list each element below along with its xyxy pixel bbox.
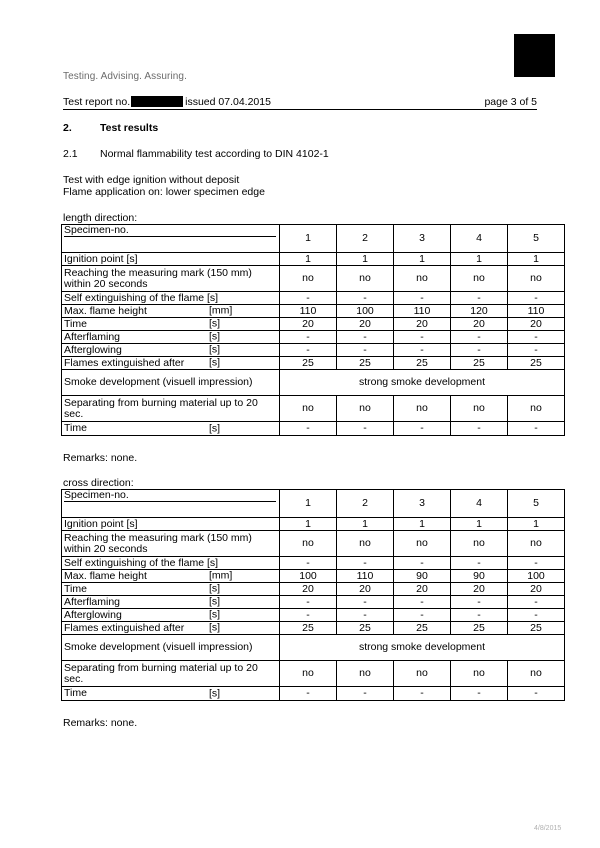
value-cell: 20 bbox=[394, 318, 451, 331]
issue-date: issued 07.04.2015 bbox=[185, 96, 271, 108]
row-unit: [s] bbox=[209, 422, 221, 434]
value-cell: - bbox=[280, 557, 337, 570]
value-cell: 25 bbox=[337, 622, 394, 635]
row-label: Max. flame height bbox=[64, 304, 147, 317]
row-label: Time bbox=[64, 687, 87, 699]
specimen-number: 5 bbox=[508, 490, 565, 518]
specimen-number: 1 bbox=[280, 490, 337, 518]
row-unit: [s] bbox=[209, 356, 221, 369]
specimen-number: 3 bbox=[394, 490, 451, 518]
table-row bbox=[62, 687, 565, 701]
value-cell: 25 bbox=[508, 357, 565, 370]
value-cell: no bbox=[451, 266, 508, 292]
value-cell: - bbox=[280, 292, 337, 305]
value-cell: 1 bbox=[394, 253, 451, 266]
row-label: Ignition point [s] bbox=[64, 517, 138, 530]
row-label-cell bbox=[62, 266, 280, 292]
value-cell: - bbox=[451, 344, 508, 357]
value-cell: 25 bbox=[394, 622, 451, 635]
value-cell: 20 bbox=[508, 583, 565, 596]
row-label-cell bbox=[62, 635, 280, 661]
row-label-cell bbox=[62, 318, 280, 331]
report-header bbox=[63, 96, 537, 110]
table-row bbox=[62, 622, 565, 635]
value-cell: 1 bbox=[280, 518, 337, 531]
value-cell: 20 bbox=[337, 583, 394, 596]
value-cell: - bbox=[394, 422, 451, 436]
value-cell: no bbox=[280, 266, 337, 292]
row-label: Flames extinguished after bbox=[64, 356, 185, 369]
table-row bbox=[62, 370, 565, 396]
value-cell: - bbox=[508, 609, 565, 622]
row-label: Max. flame height bbox=[64, 569, 147, 582]
value-cell: - bbox=[508, 687, 565, 701]
value-cell: no bbox=[508, 661, 565, 687]
redacted-report-number bbox=[131, 96, 183, 107]
value-cell: 20 bbox=[394, 583, 451, 596]
value-cell: no bbox=[394, 266, 451, 292]
value-cell: 20 bbox=[280, 583, 337, 596]
value-cell: 90 bbox=[394, 570, 451, 583]
row-label: Reaching the measuring mark (150 mm) within 20 seconds bbox=[64, 266, 252, 290]
table-row bbox=[62, 583, 565, 596]
specimen-no-label: Specimen-no. bbox=[64, 490, 276, 502]
value-cell: 90 bbox=[451, 570, 508, 583]
value-cell: no bbox=[451, 661, 508, 687]
table-row bbox=[62, 292, 565, 305]
value-cell: no bbox=[394, 661, 451, 687]
row-label-cell bbox=[62, 253, 280, 266]
value-cell: - bbox=[451, 422, 508, 436]
row-unit: [s] bbox=[209, 582, 221, 595]
row-label: Afterflaming bbox=[64, 330, 121, 343]
value-cell: - bbox=[280, 422, 337, 436]
value-cell: 1 bbox=[451, 253, 508, 266]
value-cell: 25 bbox=[280, 357, 337, 370]
page-number: page 3 of 5 bbox=[484, 96, 537, 108]
value-cell: - bbox=[508, 292, 565, 305]
value-cell: 100 bbox=[337, 305, 394, 318]
specimen-number: 1 bbox=[280, 225, 337, 253]
footer-date: 4/8/2015 bbox=[534, 825, 562, 832]
value-cell: 1 bbox=[508, 518, 565, 531]
row-label-cell bbox=[62, 305, 280, 318]
remarks: Remarks: none. bbox=[63, 717, 138, 729]
value-cell: 110 bbox=[337, 570, 394, 583]
row-label-cell bbox=[62, 344, 280, 357]
value-cell: no bbox=[280, 531, 337, 557]
value-cell: - bbox=[337, 609, 394, 622]
value-cell: 25 bbox=[280, 622, 337, 635]
table-row bbox=[62, 661, 565, 687]
value-cell: 20 bbox=[508, 318, 565, 331]
table-row bbox=[62, 344, 565, 357]
row-label-cell bbox=[62, 331, 280, 344]
specimen-number: 2 bbox=[337, 490, 394, 518]
value-cell: 1 bbox=[451, 518, 508, 531]
row-unit: [s] bbox=[209, 343, 221, 356]
row-unit: [s] bbox=[209, 317, 221, 330]
value-cell: 120 bbox=[451, 305, 508, 318]
value-cell: 110 bbox=[508, 305, 565, 318]
row-label: Time bbox=[64, 422, 87, 434]
row-label-cell bbox=[62, 557, 280, 570]
value-cell: - bbox=[394, 609, 451, 622]
value-cell: - bbox=[394, 292, 451, 305]
value-cell: - bbox=[451, 557, 508, 570]
intro-line-2: Flame application on: lower specimen edge bbox=[63, 186, 265, 198]
table-row bbox=[62, 609, 565, 622]
row-label: Self extinguishing of the flame [s] bbox=[64, 556, 219, 569]
row-label-cell bbox=[62, 583, 280, 596]
value-cell: - bbox=[394, 557, 451, 570]
value-cell: - bbox=[394, 331, 451, 344]
value-cell: 25 bbox=[394, 357, 451, 370]
merged-value-cell: strong smoke development bbox=[280, 635, 565, 661]
value-cell: no bbox=[337, 531, 394, 557]
value-cell: - bbox=[337, 331, 394, 344]
merged-value-cell: strong smoke development bbox=[280, 370, 565, 396]
section-heading bbox=[63, 122, 158, 134]
table-header-row bbox=[62, 490, 565, 518]
subsection-heading bbox=[63, 148, 329, 160]
intro-text bbox=[63, 174, 265, 198]
row-unit: [s] bbox=[209, 608, 221, 621]
value-cell: 1 bbox=[508, 253, 565, 266]
row-unit: [s] bbox=[209, 621, 221, 634]
value-cell: - bbox=[508, 344, 565, 357]
table-caption: length direction: bbox=[63, 212, 138, 224]
value-cell: 1 bbox=[337, 518, 394, 531]
value-cell: - bbox=[337, 292, 394, 305]
value-cell: no bbox=[451, 531, 508, 557]
table-row bbox=[62, 357, 565, 370]
subsection-title: Normal flammability test according to DIN 4102-1 bbox=[100, 148, 329, 160]
row-label-cell bbox=[62, 622, 280, 635]
row-label-cell bbox=[62, 292, 280, 305]
value-cell: 1 bbox=[394, 518, 451, 531]
row-label-cell bbox=[62, 609, 280, 622]
row-label-cell bbox=[62, 661, 280, 687]
value-cell: - bbox=[337, 422, 394, 436]
table-row bbox=[62, 518, 565, 531]
row-unit: [mm] bbox=[209, 569, 233, 582]
row-label: Smoke development (visuell impression) bbox=[64, 641, 253, 653]
results-table-cross bbox=[61, 489, 565, 701]
value-cell: - bbox=[508, 596, 565, 609]
row-label-cell bbox=[62, 570, 280, 583]
value-cell: - bbox=[280, 596, 337, 609]
results-table-length bbox=[61, 224, 565, 436]
row-label: Ignition point [s] bbox=[64, 252, 138, 265]
row-unit: [mm] bbox=[209, 304, 233, 317]
value-cell: no bbox=[394, 396, 451, 422]
value-cell: - bbox=[280, 344, 337, 357]
value-cell: - bbox=[508, 557, 565, 570]
row-label: Reaching the measuring mark (150 mm) within 20 seconds bbox=[64, 531, 252, 555]
value-cell: 25 bbox=[508, 622, 565, 635]
specimen-no-header bbox=[62, 225, 280, 253]
section-title: Test results bbox=[100, 122, 159, 134]
table-row bbox=[62, 396, 565, 422]
table-row bbox=[62, 557, 565, 570]
row-label: Time bbox=[64, 317, 87, 330]
row-label-cell bbox=[62, 596, 280, 609]
value-cell: - bbox=[280, 331, 337, 344]
table-caption: cross direction: bbox=[63, 477, 134, 489]
value-cell: no bbox=[394, 531, 451, 557]
value-cell: - bbox=[508, 422, 565, 436]
subsection-number: 2.1 bbox=[63, 148, 78, 160]
table-row bbox=[62, 253, 565, 266]
table-row bbox=[62, 318, 565, 331]
value-cell: no bbox=[508, 396, 565, 422]
section-number: 2. bbox=[63, 122, 72, 134]
row-label: Self extinguishing of the flame [s] bbox=[64, 291, 219, 304]
value-cell: - bbox=[508, 331, 565, 344]
value-cell: 100 bbox=[280, 570, 337, 583]
specimen-number: 3 bbox=[394, 225, 451, 253]
value-cell: 25 bbox=[451, 622, 508, 635]
value-cell: 25 bbox=[451, 357, 508, 370]
table-row bbox=[62, 331, 565, 344]
company-logo bbox=[514, 34, 555, 77]
tagline: Testing. Advising. Assuring. bbox=[63, 71, 187, 82]
value-cell: - bbox=[394, 596, 451, 609]
table-row bbox=[62, 266, 565, 292]
value-cell: 100 bbox=[508, 570, 565, 583]
row-label-cell bbox=[62, 518, 280, 531]
value-cell: - bbox=[280, 609, 337, 622]
remarks: Remarks: none. bbox=[63, 452, 138, 464]
specimen-no-label: Specimen-no. bbox=[64, 225, 276, 237]
value-cell: 20 bbox=[451, 318, 508, 331]
intro-line-1: Test with edge ignition without deposit bbox=[63, 174, 240, 186]
value-cell: - bbox=[394, 687, 451, 701]
value-cell: - bbox=[451, 331, 508, 344]
row-label-cell bbox=[62, 370, 280, 396]
table-row bbox=[62, 422, 565, 436]
value-cell: - bbox=[394, 344, 451, 357]
value-cell: 1 bbox=[337, 253, 394, 266]
value-cell: no bbox=[451, 396, 508, 422]
value-cell: no bbox=[337, 266, 394, 292]
value-cell: no bbox=[337, 396, 394, 422]
specimen-no-header bbox=[62, 490, 280, 518]
value-cell: 25 bbox=[337, 357, 394, 370]
row-label: Smoke development (visuell impression) bbox=[64, 376, 253, 388]
value-cell: no bbox=[508, 531, 565, 557]
report-number-label: Test report no. bbox=[63, 96, 131, 108]
row-label-cell bbox=[62, 422, 280, 436]
row-label-cell bbox=[62, 396, 280, 422]
table-row bbox=[62, 305, 565, 318]
specimen-number: 2 bbox=[337, 225, 394, 253]
table-row bbox=[62, 596, 565, 609]
specimen-number: 4 bbox=[451, 225, 508, 253]
table-row bbox=[62, 570, 565, 583]
value-cell: 1 bbox=[280, 253, 337, 266]
value-cell: - bbox=[451, 292, 508, 305]
row-label: Flames extinguished after bbox=[64, 621, 185, 634]
value-cell: - bbox=[451, 687, 508, 701]
value-cell: no bbox=[508, 266, 565, 292]
value-cell: no bbox=[280, 396, 337, 422]
value-cell: 20 bbox=[451, 583, 508, 596]
row-label: Separating from burning material up to 20 sec. bbox=[64, 396, 258, 420]
row-label: Time bbox=[64, 582, 87, 595]
row-label: Afterglowing bbox=[64, 608, 122, 621]
table-row bbox=[62, 531, 565, 557]
row-label-cell bbox=[62, 687, 280, 701]
value-cell: - bbox=[337, 344, 394, 357]
value-cell: 20 bbox=[280, 318, 337, 331]
value-cell: - bbox=[451, 596, 508, 609]
specimen-number: 4 bbox=[451, 490, 508, 518]
table-row bbox=[62, 635, 565, 661]
value-cell: no bbox=[337, 661, 394, 687]
value-cell: no bbox=[280, 661, 337, 687]
value-cell: - bbox=[337, 596, 394, 609]
value-cell: 110 bbox=[280, 305, 337, 318]
row-label: Afterflaming bbox=[64, 595, 121, 608]
specimen-number: 5 bbox=[508, 225, 565, 253]
table-header-row bbox=[62, 225, 565, 253]
row-label-cell bbox=[62, 531, 280, 557]
value-cell: - bbox=[451, 609, 508, 622]
value-cell: - bbox=[280, 687, 337, 701]
row-unit: [s] bbox=[209, 330, 221, 343]
row-label: Separating from burning material up to 20 sec. bbox=[64, 661, 258, 685]
value-cell: 20 bbox=[337, 318, 394, 331]
value-cell: - bbox=[337, 557, 394, 570]
row-unit: [s] bbox=[209, 687, 221, 699]
value-cell: - bbox=[337, 687, 394, 701]
row-label: Afterglowing bbox=[64, 343, 122, 356]
row-label-cell bbox=[62, 357, 280, 370]
value-cell: 110 bbox=[394, 305, 451, 318]
row-unit: [s] bbox=[209, 595, 221, 608]
